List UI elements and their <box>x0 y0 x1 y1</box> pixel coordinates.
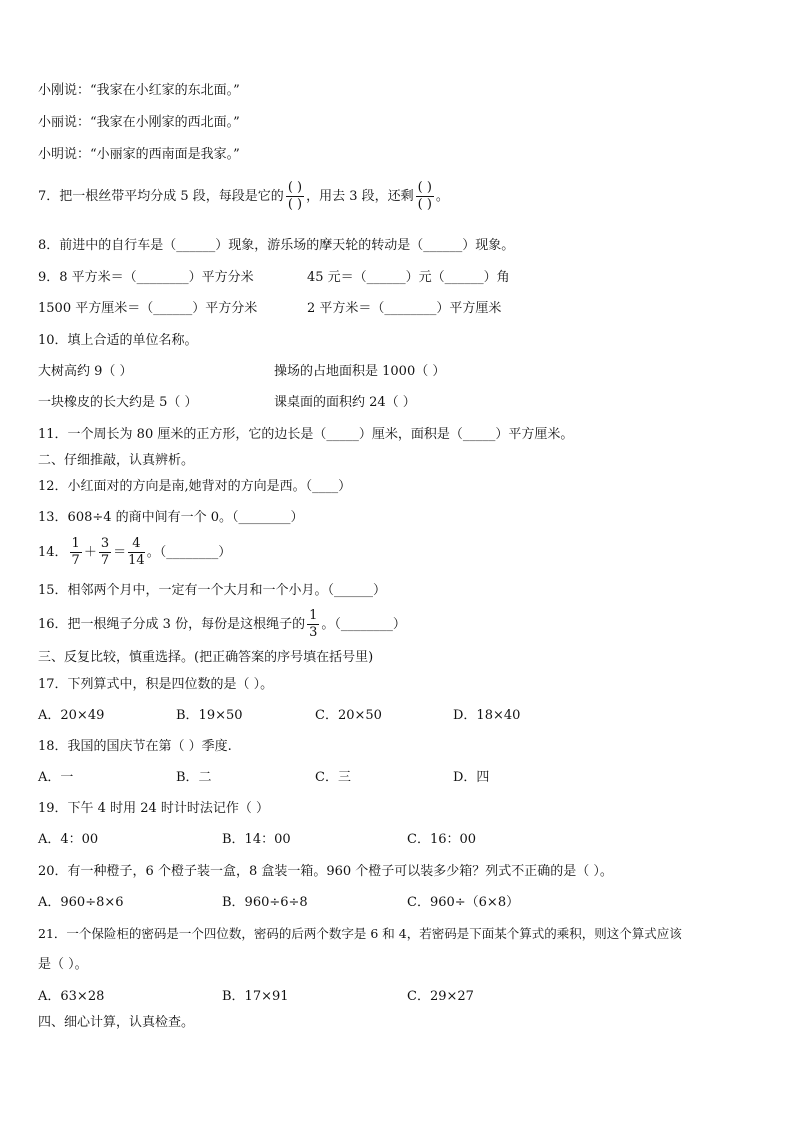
intro-line-1: 小刚说：“我家在小红家的东北面。” <box>38 83 240 98</box>
question-10-title: 10．填上合适的单位名称。 <box>38 333 198 348</box>
q21-option-a[interactable]: A．63×28 <box>38 989 105 1004</box>
question-8: 8．前进中的自行车是（______）现象，游乐场的摩天轮的转动是（______）现象。 <box>38 238 515 253</box>
question-9c: 1500 平方厘米＝（______）平方分米 <box>38 301 258 316</box>
q19-option-a[interactable]: A．4：00 <box>38 832 99 847</box>
q16-denominator: 3 <box>309 625 318 640</box>
q18-option-d[interactable]: D．四 <box>453 770 490 785</box>
question-16 <box>38 608 406 641</box>
q17-option-d[interactable]: D．18×40 <box>453 708 521 723</box>
q14-f2-denominator: 7 <box>100 553 110 568</box>
q7-fraction-1 <box>286 180 304 213</box>
intro-line-3: 小明说：“小丽家的西南面是我家。” <box>38 147 240 162</box>
q18-option-c[interactable]: C．三 <box>315 770 351 785</box>
q14-prefix: 14． <box>38 545 68 560</box>
q7-frac1-numerator: ( ) <box>287 180 303 195</box>
q14-equals: ＝ <box>113 545 127 560</box>
q14-fraction-1 <box>70 536 82 569</box>
q7-frac2-denominator: ( ) <box>417 197 432 212</box>
q16-suffix: 。（________） <box>321 617 406 632</box>
q18-option-b[interactable]: B．二 <box>176 770 212 785</box>
q17-option-a[interactable]: A．20×49 <box>38 708 105 723</box>
question-7 <box>38 180 449 213</box>
q14-plus: ＋ <box>83 545 97 560</box>
question-11: 11．一个周长为 80 厘米的正方形，它的边长是（_____）厘米，面积是（_____）平方厘米。 <box>38 427 574 442</box>
question-10d: 课桌面的面积约 24（ ） <box>274 395 416 410</box>
q7-suffix: 。 <box>435 189 449 204</box>
q14-f2-numerator: 3 <box>100 536 110 551</box>
q16-prefix: 16．把一根绳子分成 3 份，每份是这根绳子的 <box>38 617 306 632</box>
q21-option-c[interactable]: C．29×27 <box>407 989 474 1004</box>
q14-f3-denominator: 14 <box>128 553 145 568</box>
q7-fraction-2 <box>416 180 434 213</box>
question-18-stem: 18．我国的国庆节在第（ ）季度. <box>38 739 232 754</box>
question-10c: 一块橡皮的长大约是 5（ ） <box>38 395 198 410</box>
q21-option-b[interactable]: B．17×91 <box>222 989 289 1004</box>
question-21-stem-line-1: 21．一个保险柜的密码是一个四位数，密码的后两个数字是 6 和 4，若密码是下面某个算式的乘积，则这个算式应该 <box>38 926 682 941</box>
q14-fraction-3 <box>128 536 145 569</box>
q20-option-a[interactable]: A．960÷8×6 <box>38 895 124 910</box>
question-15: 15．相邻两个月中，一定有一个大月和一个小月。（______） <box>38 583 387 598</box>
question-9b: 45 元＝（______）元（______）角 <box>307 270 510 285</box>
q14-f1-numerator: 1 <box>71 536 80 551</box>
q19-option-b[interactable]: B．14：00 <box>222 832 291 847</box>
q14-f1-denominator: 7 <box>71 553 80 568</box>
question-20-stem: 20．有一种橙子，6 个橙子装一盒，8 盒装一箱。960 个橙子可以装多少箱？列式不正确的是（ ）。 <box>38 864 613 879</box>
question-13: 13．608÷4 的商中间有一个 0。（________） <box>38 510 304 525</box>
intro-line-2: 小丽说：“我家在小刚家的西北面。” <box>38 115 240 130</box>
question-9a: 9．8 平方米＝（________）平方分米 <box>38 270 254 285</box>
question-12: 12．小红面对的方向是南,她背对的方向是西。（____） <box>38 479 352 494</box>
question-10b: 操场的占地面积是 1000（ ） <box>274 364 446 379</box>
q20-option-c[interactable]: C．960÷（6×8） <box>407 895 520 910</box>
question-9d: 2 平方米＝（________）平方厘米 <box>307 301 502 316</box>
q7-prefix: 7．把一根丝带平均分成 5 段，每段是它的 <box>38 189 284 204</box>
q16-fraction <box>307 608 319 641</box>
q16-numerator: 1 <box>309 608 318 623</box>
question-19-stem: 19．下午 4 时用 24 时计时法记作（ ） <box>38 801 270 816</box>
q18-option-a[interactable]: A．一 <box>38 770 74 785</box>
q14-suffix: 。（________） <box>146 545 232 560</box>
section-3-heading: 三、反复比较，慎重选择。(把正确答案的序号填在括号里) <box>38 650 374 665</box>
q7-middle: ，用去 3 段，还剩 <box>306 189 414 204</box>
q17-option-b[interactable]: B．19×50 <box>176 708 243 723</box>
question-14 <box>38 536 231 569</box>
question-17-stem: 17．下列算式中，积是四位数的是（ ）。 <box>38 677 274 692</box>
question-21-stem-line-2: 是（ ）。 <box>38 957 88 972</box>
q14-f3-numerator: 4 <box>128 536 145 553</box>
q7-frac1-denominator: ( ) <box>287 197 303 212</box>
question-10a: 大树高约 9（ ） <box>38 364 133 379</box>
q20-option-b[interactable]: B．960÷6÷8 <box>222 895 308 910</box>
section-2-heading: 二、仔细推敲，认真辨析。 <box>38 453 195 468</box>
q7-frac2-numerator: ( ) <box>417 180 432 195</box>
q17-option-c[interactable]: C．20×50 <box>315 708 382 723</box>
q14-fraction-2 <box>99 536 111 569</box>
q19-option-c[interactable]: C．16：00 <box>407 832 477 847</box>
section-4-heading: 四、细心计算，认真检查。 <box>38 1015 195 1030</box>
